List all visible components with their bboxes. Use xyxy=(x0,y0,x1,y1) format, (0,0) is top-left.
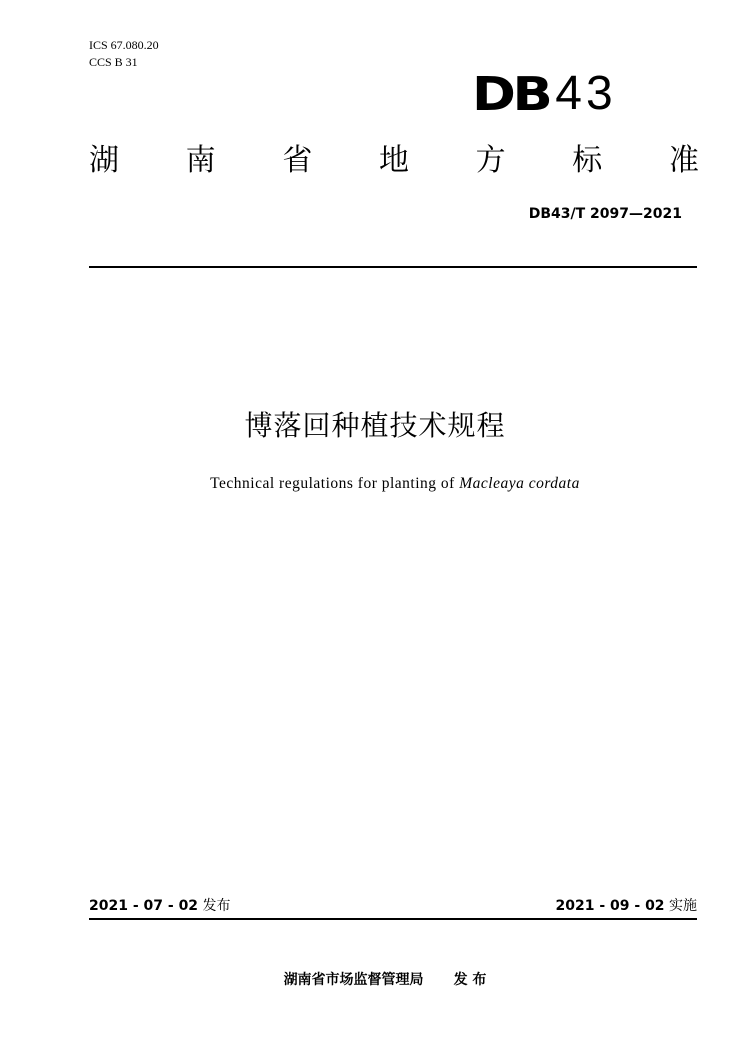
standard-type-char: 地 xyxy=(378,143,409,178)
standard-type-char: 标 xyxy=(572,143,603,178)
implementation-date-label: 实施 xyxy=(669,898,697,914)
publisher-action: 发 布 xyxy=(453,972,487,988)
bottom-divider xyxy=(89,918,697,920)
standard-type-char: 湖 xyxy=(89,143,119,178)
implementation-date-value: 2021 - 09 - 02 xyxy=(555,898,665,914)
standard-type-char: 准 xyxy=(668,143,699,178)
db-logo xyxy=(472,66,617,122)
ics-code: ICS 67.080.20 xyxy=(89,38,159,52)
publisher-name: 湖南省市场监督管理局 xyxy=(283,972,424,988)
implementation-date xyxy=(556,896,698,916)
issue-date xyxy=(89,896,231,916)
standard-type-char: 南 xyxy=(185,143,216,178)
issue-date-label: 发布 xyxy=(202,898,231,914)
publisher-line xyxy=(0,970,750,990)
db-logo-number: 43 xyxy=(555,67,617,120)
classification-codes xyxy=(89,37,159,71)
ccs-code: CCS B 31 xyxy=(89,55,138,69)
standard-type-char: 方 xyxy=(475,143,506,178)
standard-type-char: 省 xyxy=(282,143,313,178)
db-logo-letters: DB xyxy=(472,67,550,121)
title-english-prefix: Technical regulations for planting of xyxy=(210,475,460,492)
top-divider xyxy=(89,266,697,268)
title-english-species: Macleaya cordata xyxy=(459,475,580,492)
issue-date-value: 2021 - 07 - 02 xyxy=(89,898,199,914)
title-english xyxy=(0,474,750,494)
standard-type-heading xyxy=(89,141,699,181)
standard-number: DB43/T 2097—2021 xyxy=(528,206,682,222)
title-chinese: 博落回种植技术规程 xyxy=(244,409,506,442)
